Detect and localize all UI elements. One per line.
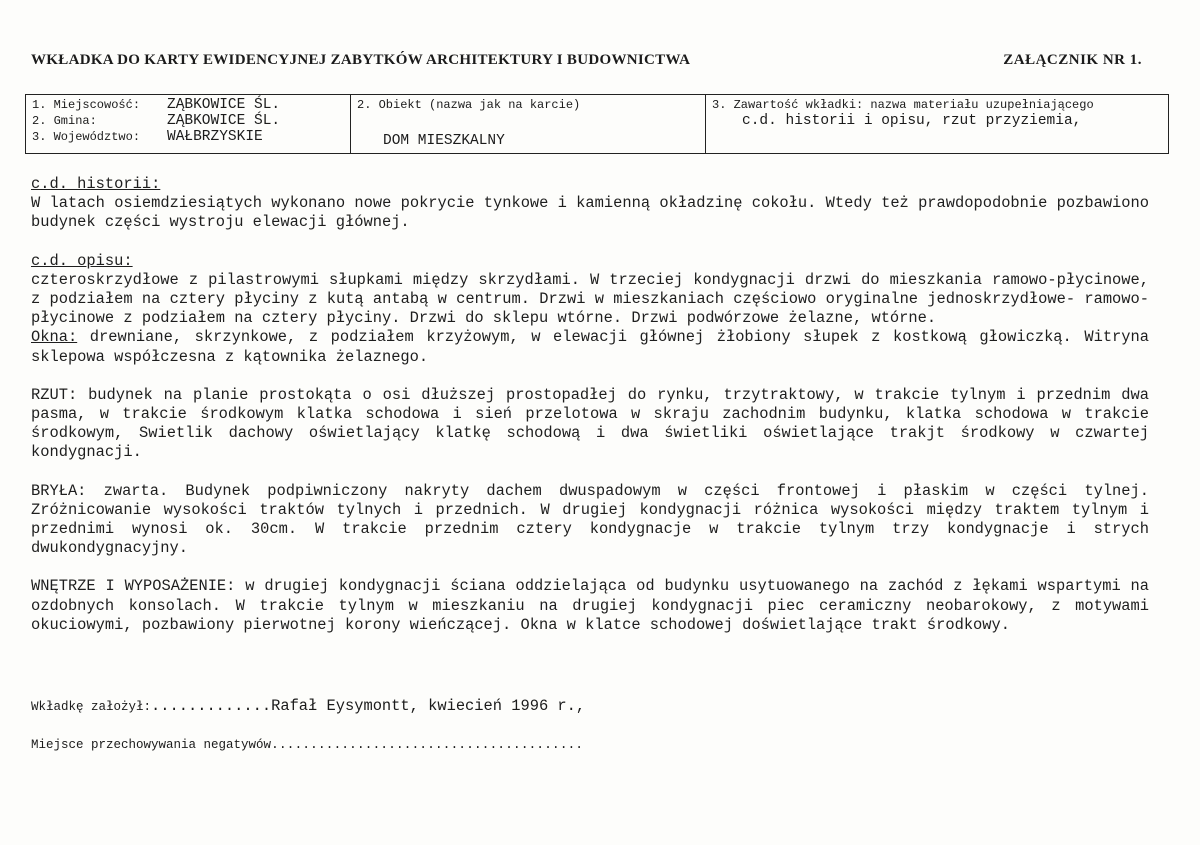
object-label: 2. Obiekt (nazwa jak na karcie) bbox=[357, 98, 581, 112]
history-heading: c.d. historii: bbox=[31, 175, 161, 193]
negatives-value: ........................................ bbox=[271, 737, 584, 752]
object-cell bbox=[351, 95, 706, 153]
negatives-line bbox=[31, 737, 583, 752]
mass-text: BRYŁA: zwarta. Budynek podpiwniczony nakryty dachem dwuspadowym w części frontowej i płaskim w części tylnej. Zróżnicowanie wysokości traktów tylnych i przednich. W drugiej kondygnacji różnica wysokości między traktem tylnym i przednimi wynosi ok. 30cm. W trakcie przednim cztery kondygnacje w trakcie tylnym trzy kondygnacje i strych dwukondygnacyjny. bbox=[31, 481, 1149, 558]
voivodeship-row bbox=[32, 129, 344, 145]
location-cell bbox=[26, 95, 351, 153]
commune-value: ZĄBKOWICE ŚL. bbox=[167, 113, 281, 129]
document-body bbox=[31, 175, 1149, 635]
interior-text: WNĘTRZE I WYPOSAŻENIE: w drugiej kondygnacji ściana oddzielająca od budynku usytuowanego na zachód z łękami wspartymi na ozdobnych konsolach. W trakcie tylnym w mieszkaniu na drugiej kondygnacji piec ceramiczny neobarokowy, z motywami okuciowymi, pozbawiony pierwotnej korony wieńczącej. Okna w klatce schodowej doświetlające trakt środkowy. bbox=[31, 577, 1149, 634]
author-label: Wkładkę założył: bbox=[31, 700, 152, 714]
document-title: WKŁADKA DO KARTY EWIDENCYJNEJ ZABYTKÓW ARCHITEKTURY I BUDOWNICTWA bbox=[31, 52, 691, 68]
voivodeship-label: 3. Województwo: bbox=[32, 130, 141, 144]
place-row bbox=[32, 97, 344, 113]
windows-text: drewniane, skrzynkowe, z podziałem krzyżowym, w elewacji głównej żłobiony słupek z kostkową głowiczką. Witryna sklepowa współczesna z kątownika żelaznego. bbox=[31, 328, 1149, 366]
commune-row bbox=[32, 113, 344, 129]
info-table bbox=[25, 94, 1169, 154]
history-text: W latach osiemdziesiątych wykonano nowe pokrycie tynkowe i kamienną okładzinę cokołu. Wtedy też prawdopodobnie pozbawiono budynek części wystroju elewacji głównej. bbox=[31, 194, 1149, 232]
author-line bbox=[31, 697, 585, 715]
description-text: czteroskrzydłowe z pilastrowymi słupkami między skrzydłami. W trzeciej kondygnacji drzwi do mieszkania ramowo-płycinowe, z podziałem na cztery płyciny z kutą antabą w centrum. Drzwi w mieszkaniach częściowo oryginalne jednoskrzydłowe- ramowo- płycinowe z podziałem na cztery płyciny. Drzwi do sklepu wtórne. Drzwi podwórzowe żelazne, wtórne. bbox=[31, 270, 1149, 328]
plan-text: RZUT: budynek na planie prostokąta o osi dłuższej prostopadłej do rynku, trzytraktowy, w trakcie tylnym i przednim dwa pasma, w trakcie środkowym klatka schodowa i sień przelotowa w skraju zachodnim budynku, klatka schodowa w trakcie środkowym, Swietlik dachowy oświetlający klatkę schodową i dwa świetliki oświetlające trakjt środkowy w czwartej kondygnacji. bbox=[31, 385, 1149, 462]
place-label: 1. Miejscowość: bbox=[32, 98, 141, 112]
voivodeship-value: WAŁBRZYSKIE bbox=[167, 129, 263, 145]
author-value: .............Rafał Eysymontt, kwiecień 1996 r., bbox=[151, 697, 586, 715]
object-value: DOM MIESZKALNY bbox=[383, 133, 505, 149]
contents-value: c.d. historii i opisu, rzut przyziemia, bbox=[742, 113, 1082, 129]
description-heading: c.d. opisu: bbox=[31, 251, 133, 270]
windows-paragraph bbox=[31, 328, 1149, 366]
contents-cell bbox=[706, 95, 1168, 153]
contents-label: 3. Zawartość wkładki: nazwa materiału uzupełniającego bbox=[712, 98, 1094, 112]
negatives-label: Miejsce przechowywania negatywów bbox=[31, 738, 272, 752]
place-value: ZĄBKOWICE ŚL. bbox=[167, 97, 281, 113]
annex-number: ZAŁĄCZNIK NR 1. bbox=[1003, 52, 1142, 68]
windows-label: Okna: bbox=[31, 328, 78, 347]
commune-label: 2. Gmina: bbox=[32, 114, 97, 128]
